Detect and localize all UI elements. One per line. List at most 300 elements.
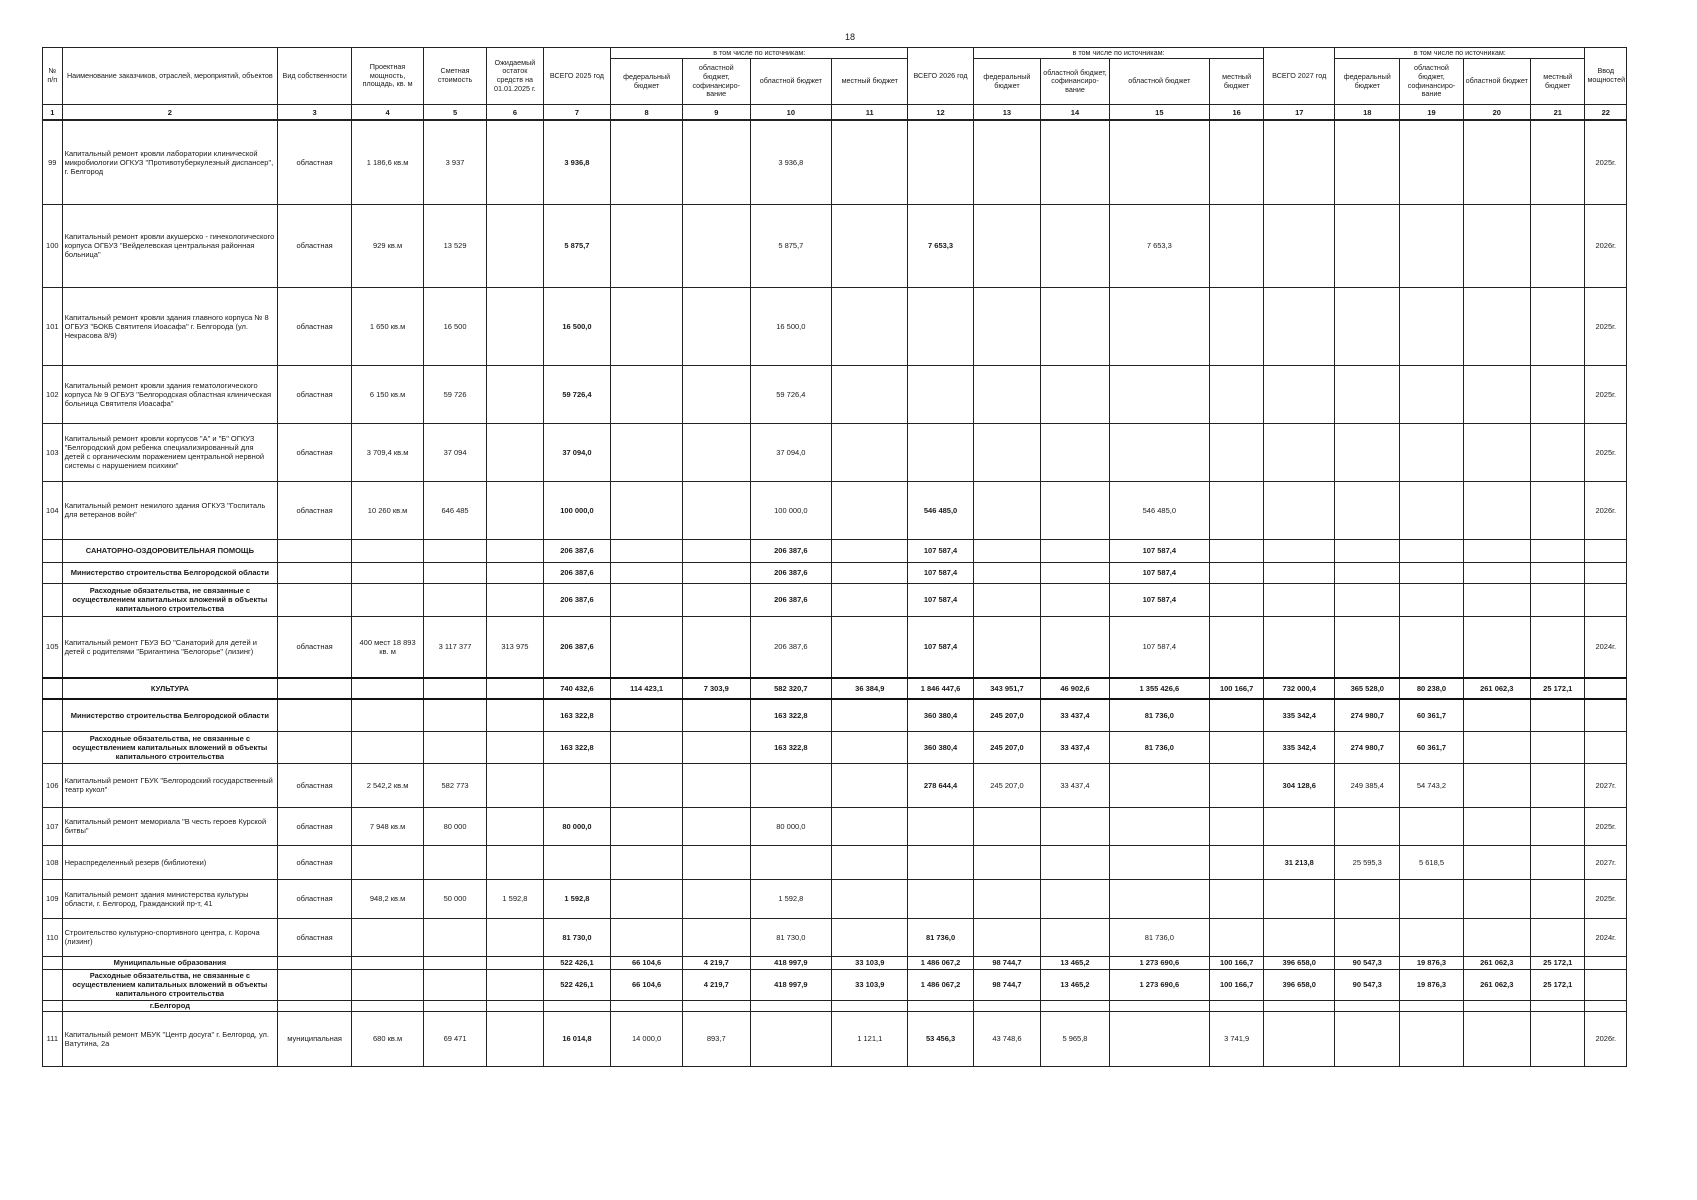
ownership-cell [278, 583, 352, 616]
ownership-cell: областная [278, 423, 352, 481]
capacity-cell [352, 918, 424, 956]
local-2025-cell [832, 287, 908, 365]
regional-2025-cell: 80 000,0 [750, 807, 832, 845]
regional-2026-cell: 1 273 690,6 [1109, 969, 1209, 1000]
total-2025-cell: 522 426,1 [543, 956, 610, 969]
cofin-2026-cell [1041, 1000, 1110, 1011]
cofin-2026-cell [1041, 423, 1110, 481]
cofin-2027-cell [1400, 879, 1463, 918]
local-2027-cell [1531, 763, 1585, 807]
cofin-2025-cell [683, 120, 750, 204]
total-2027-cell [1264, 918, 1335, 956]
balance-cell [487, 539, 544, 562]
ownership-cell [278, 678, 352, 699]
column-number: 10 [750, 105, 832, 121]
cofin-2027-cell [1400, 287, 1463, 365]
local-2025-cell [832, 807, 908, 845]
cofin-2025-cell: 893,7 [683, 1011, 750, 1066]
row-number-cell: 109 [43, 879, 63, 918]
regional-2025-cell: 5 875,7 [750, 204, 832, 287]
local-2025-cell [832, 562, 908, 583]
commissioning-cell [1585, 969, 1627, 1000]
section-row [43, 956, 1627, 969]
federal-2027-cell [1335, 879, 1400, 918]
local-2027-cell: 25 172,1 [1531, 956, 1585, 969]
cofin-2026-cell [1041, 845, 1110, 879]
local-2027-cell [1531, 423, 1585, 481]
regional-2026-cell: 107 587,4 [1109, 616, 1209, 678]
page-number: 18 [844, 32, 855, 42]
header-total-2025: ВСЕГО 2025 год [543, 48, 610, 105]
federal-2027-cell [1335, 120, 1400, 204]
header-federal-2025: федеральный бюджет [611, 59, 683, 105]
local-2027-cell [1531, 879, 1585, 918]
local-2026-cell [1209, 918, 1263, 956]
local-2026-cell: 100 166,7 [1209, 956, 1263, 969]
total-2025-cell: 81 730,0 [543, 918, 610, 956]
regional-2026-cell [1109, 423, 1209, 481]
cofin-2026-cell [1041, 616, 1110, 678]
local-2025-cell [832, 763, 908, 807]
header-sources-2026: в том числе по источникам: [973, 48, 1264, 59]
regional-2027-cell [1463, 365, 1530, 423]
total-2025-cell: 16 500,0 [543, 287, 610, 365]
column-number: 4 [352, 105, 424, 121]
balance-cell [487, 699, 544, 731]
cofin-2025-cell [683, 562, 750, 583]
regional-2027-cell [1463, 481, 1530, 539]
local-2026-cell [1209, 616, 1263, 678]
federal-2027-cell [1335, 1000, 1400, 1011]
federal-2026-cell: 245 207,0 [973, 699, 1040, 731]
row-name-cell: Капитальный ремонт кровли лаборатории клинической микробиологии ОГКУЗ "Противотуберкулезный диспансер", г. Белгород [62, 120, 278, 204]
estimate-cell: 646 485 [423, 481, 486, 539]
capacity-cell [352, 583, 424, 616]
regional-2026-cell: 1 273 690,6 [1109, 956, 1209, 969]
federal-2026-cell [973, 616, 1040, 678]
total-2025-cell: 3 936,8 [543, 120, 610, 204]
row-number-cell: 104 [43, 481, 63, 539]
capacity-cell [352, 678, 424, 699]
total-2026-cell: 546 485,0 [908, 481, 973, 539]
local-2026-cell [1209, 583, 1263, 616]
header-federal-2026: федеральный бюджет [973, 59, 1040, 105]
cofin-2025-cell [683, 763, 750, 807]
cofin-2025-cell [683, 1000, 750, 1011]
column-number: 15 [1109, 105, 1209, 121]
federal-2027-cell: 274 980,7 [1335, 731, 1400, 763]
total-2027-cell: 732 000,4 [1264, 678, 1335, 699]
regional-2026-cell [1109, 763, 1209, 807]
local-2025-cell: 33 103,9 [832, 956, 908, 969]
local-2025-cell: 1 121,1 [832, 1011, 908, 1066]
cofin-2026-cell: 13 465,2 [1041, 969, 1110, 1000]
regional-2027-cell: 261 062,3 [1463, 678, 1530, 699]
total-2027-cell [1264, 1000, 1335, 1011]
total-2026-cell [908, 1000, 973, 1011]
federal-2026-cell: 98 744,7 [973, 969, 1040, 1000]
regional-2027-cell [1463, 562, 1530, 583]
federal-2027-cell: 90 547,3 [1335, 956, 1400, 969]
federal-2026-cell [973, 562, 1040, 583]
total-2025-cell: 100 000,0 [543, 481, 610, 539]
cofin-2025-cell: 4 219,7 [683, 969, 750, 1000]
federal-2026-cell [973, 807, 1040, 845]
row-name-cell: Строительство культурно-спортивного центра, г. Короча (лизинг) [62, 918, 278, 956]
table-row [43, 481, 1627, 539]
total-2027-cell [1264, 616, 1335, 678]
table-row [43, 365, 1627, 423]
federal-2026-cell: 245 207,0 [973, 731, 1040, 763]
cofin-2025-cell [683, 481, 750, 539]
federal-2025-cell [611, 423, 683, 481]
row-number-cell: 110 [43, 918, 63, 956]
federal-2026-cell: 43 748,6 [973, 1011, 1040, 1066]
federal-2027-cell [1335, 807, 1400, 845]
balance-cell [487, 120, 544, 204]
cofin-2025-cell [683, 616, 750, 678]
local-2027-cell [1531, 845, 1585, 879]
federal-2027-cell: 90 547,3 [1335, 969, 1400, 1000]
cofin-2027-cell: 60 361,7 [1400, 699, 1463, 731]
column-number: 13 [973, 105, 1040, 121]
ownership-cell: областная [278, 481, 352, 539]
local-2025-cell [832, 699, 908, 731]
column-number: 22 [1585, 105, 1627, 121]
federal-2026-cell: 343 951,7 [973, 678, 1040, 699]
row-name-cell: Капитальный ремонт кровли корпусов "А" и "Б" ОГКУЗ "Белгородский дом ребенка специализированный для детей с органическим поражением центральной нервной системы с нарушением психики" [62, 423, 278, 481]
estimate-cell: 3 117 377 [423, 616, 486, 678]
row-name-cell: Министерство строительства Белгородской области [62, 699, 278, 731]
cofin-2026-cell [1041, 539, 1110, 562]
local-2027-cell [1531, 365, 1585, 423]
capacity-cell: 2 542,2 кв.м [352, 763, 424, 807]
regional-2025-cell: 59 726,4 [750, 365, 832, 423]
regional-2027-cell [1463, 423, 1530, 481]
regional-2026-cell: 81 736,0 [1109, 731, 1209, 763]
balance-cell [487, 481, 544, 539]
row-number-cell: 101 [43, 287, 63, 365]
estimate-cell: 16 500 [423, 287, 486, 365]
row-name-cell: Капитальный ремонт нежилого здания ОГКУЗ "Госпиталь для ветеранов войн" [62, 481, 278, 539]
federal-2027-cell: 25 595,3 [1335, 845, 1400, 879]
cofin-2027-cell [1400, 616, 1463, 678]
balance-cell [487, 423, 544, 481]
local-2025-cell [832, 1000, 908, 1011]
cofin-2025-cell: 4 219,7 [683, 956, 750, 969]
federal-2026-cell [973, 365, 1040, 423]
cofin-2027-cell: 60 361,7 [1400, 731, 1463, 763]
regional-2026-cell [1109, 807, 1209, 845]
ownership-cell [278, 969, 352, 1000]
column-number: 18 [1335, 105, 1400, 121]
federal-2025-cell [611, 481, 683, 539]
federal-2027-cell [1335, 918, 1400, 956]
cofin-2026-cell: 33 437,4 [1041, 699, 1110, 731]
local-2026-cell [1209, 845, 1263, 879]
section-row [43, 562, 1627, 583]
cofin-2026-cell [1041, 287, 1110, 365]
total-2027-cell [1264, 423, 1335, 481]
commissioning-cell: 2026г. [1585, 481, 1627, 539]
ownership-cell: областная [278, 287, 352, 365]
capacity-cell: 3 709,4 кв.м [352, 423, 424, 481]
cofin-2025-cell [683, 539, 750, 562]
total-2026-cell: 1 846 447,6 [908, 678, 973, 699]
row-number-cell: 100 [43, 204, 63, 287]
local-2025-cell [832, 423, 908, 481]
header-estimate: Сметная стоимость [423, 48, 486, 105]
total-2025-cell: 206 387,6 [543, 562, 610, 583]
regional-2025-cell: 1 592,8 [750, 879, 832, 918]
commissioning-cell [1585, 956, 1627, 969]
total-2026-cell: 107 587,4 [908, 539, 973, 562]
regional-2027-cell [1463, 204, 1530, 287]
section-row [43, 699, 1627, 731]
federal-2025-cell: 66 104,6 [611, 969, 683, 1000]
federal-2025-cell: 114 423,1 [611, 678, 683, 699]
cofin-2027-cell [1400, 583, 1463, 616]
estimate-cell [423, 956, 486, 969]
column-number: 17 [1264, 105, 1335, 121]
column-number: 21 [1531, 105, 1585, 121]
funding-table [42, 47, 1627, 1067]
total-2027-cell [1264, 539, 1335, 562]
regional-2025-cell [750, 845, 832, 879]
section-row [43, 731, 1627, 763]
federal-2025-cell [611, 845, 683, 879]
local-2027-cell [1531, 562, 1585, 583]
total-2027-cell [1264, 287, 1335, 365]
regional-2025-cell: 418 997,9 [750, 956, 832, 969]
regional-2025-cell: 163 322,8 [750, 731, 832, 763]
regional-2026-cell [1109, 1000, 1209, 1011]
commissioning-cell: 2025г. [1585, 365, 1627, 423]
commissioning-cell: 2027г. [1585, 845, 1627, 879]
local-2027-cell [1531, 731, 1585, 763]
header-balance: Ожидаемый остаток средств на 01.01.2025 г. [487, 48, 544, 105]
regional-2026-cell [1109, 1011, 1209, 1066]
regional-2026-cell [1109, 120, 1209, 204]
federal-2027-cell: 274 980,7 [1335, 699, 1400, 731]
total-2027-cell [1264, 807, 1335, 845]
ownership-cell [278, 539, 352, 562]
column-number: 14 [1041, 105, 1110, 121]
total-2026-cell [908, 287, 973, 365]
balance-cell [487, 956, 544, 969]
header-total-2026: ВСЕГО 2026 год [908, 48, 973, 105]
commissioning-cell: 2025г. [1585, 879, 1627, 918]
cofin-2027-cell: 19 876,3 [1400, 969, 1463, 1000]
row-number-cell: 108 [43, 845, 63, 879]
row-number-cell [43, 562, 63, 583]
row-name-cell: Капитальный ремонт здания министерства культуры области, г. Белгород, Гражданский пр-т, 41 [62, 879, 278, 918]
federal-2025-cell [611, 365, 683, 423]
regional-2027-cell: 261 062,3 [1463, 956, 1530, 969]
capacity-cell: 1 650 кв.м [352, 287, 424, 365]
regional-2026-cell: 546 485,0 [1109, 481, 1209, 539]
balance-cell [487, 731, 544, 763]
column-number: 8 [611, 105, 683, 121]
row-number-cell [43, 699, 63, 731]
balance-cell: 313 975 [487, 616, 544, 678]
cofin-2027-cell [1400, 1011, 1463, 1066]
regional-2025-cell: 418 997,9 [750, 969, 832, 1000]
column-number: 6 [487, 105, 544, 121]
local-2027-cell [1531, 539, 1585, 562]
local-2025-cell [832, 845, 908, 879]
local-2027-cell [1531, 616, 1585, 678]
ownership-cell: муниципальная [278, 1011, 352, 1066]
local-2026-cell [1209, 365, 1263, 423]
regional-2025-cell: 206 387,6 [750, 562, 832, 583]
balance-cell [487, 845, 544, 879]
regional-2026-cell: 107 587,4 [1109, 539, 1209, 562]
regional-2026-cell [1109, 287, 1209, 365]
header-num: № п/п [43, 48, 63, 105]
commissioning-cell [1585, 1000, 1627, 1011]
federal-2027-cell [1335, 583, 1400, 616]
total-2027-cell [1264, 120, 1335, 204]
header-cofin-2025: областной бюджет, софинансиро-вание [683, 59, 750, 105]
balance-cell [487, 287, 544, 365]
balance-cell [487, 204, 544, 287]
ownership-cell: областная [278, 120, 352, 204]
table-body [43, 120, 1627, 1066]
header-sources-2027: в том числе по источникам: [1335, 48, 1585, 59]
row-number-cell [43, 678, 63, 699]
total-2026-cell: 107 587,4 [908, 583, 973, 616]
row-name-cell: Капитальный ремонт МБУК "Центр досуга" г. Белгород, ул. Ватутина, 2а [62, 1011, 278, 1066]
header-cofin-2027: областной бюджет, софинансиро-вание [1400, 59, 1463, 105]
federal-2025-cell [611, 583, 683, 616]
header-local-2027: местный бюджет [1531, 59, 1585, 105]
commissioning-cell [1585, 583, 1627, 616]
federal-2025-cell [611, 699, 683, 731]
column-number: 19 [1400, 105, 1463, 121]
regional-2027-cell [1463, 763, 1530, 807]
ownership-cell: областная [278, 807, 352, 845]
ownership-cell: областная [278, 616, 352, 678]
local-2026-cell [1209, 120, 1263, 204]
total-2025-cell: 163 322,8 [543, 731, 610, 763]
estimate-cell: 69 471 [423, 1011, 486, 1066]
federal-2025-cell [611, 120, 683, 204]
commissioning-cell: 2026г. [1585, 204, 1627, 287]
cofin-2026-cell [1041, 879, 1110, 918]
capacity-cell: 948,2 кв.м [352, 879, 424, 918]
federal-2027-cell [1335, 204, 1400, 287]
total-2027-cell [1264, 562, 1335, 583]
total-2026-cell [908, 879, 973, 918]
total-2026-cell: 107 587,4 [908, 616, 973, 678]
header-sources-2025: в том числе по источникам: [611, 48, 908, 59]
header-federal-2027: федеральный бюджет [1335, 59, 1400, 105]
federal-2027-cell: 249 385,4 [1335, 763, 1400, 807]
capacity-cell [352, 1000, 424, 1011]
local-2025-cell [832, 539, 908, 562]
federal-2025-cell [611, 763, 683, 807]
row-number-cell: 107 [43, 807, 63, 845]
regional-2025-cell: 100 000,0 [750, 481, 832, 539]
federal-2025-cell [611, 731, 683, 763]
cofin-2027-cell [1400, 807, 1463, 845]
regional-2027-cell [1463, 583, 1530, 616]
regional-2027-cell [1463, 616, 1530, 678]
table-row [43, 807, 1627, 845]
table-row [43, 287, 1627, 365]
cofin-2027-cell [1400, 918, 1463, 956]
estimate-cell [423, 918, 486, 956]
cofin-2025-cell [683, 365, 750, 423]
local-2025-cell [832, 731, 908, 763]
federal-2026-cell [973, 845, 1040, 879]
cofin-2025-cell [683, 287, 750, 365]
balance-cell [487, 1011, 544, 1066]
capacity-cell [352, 845, 424, 879]
capacity-cell: 680 кв.м [352, 1011, 424, 1066]
estimate-cell [423, 539, 486, 562]
estimate-cell: 582 773 [423, 763, 486, 807]
local-2026-cell [1209, 539, 1263, 562]
regional-2026-cell [1109, 365, 1209, 423]
balance-cell [487, 807, 544, 845]
header-regional-2027: областной бюджет [1463, 59, 1530, 105]
ownership-cell [278, 956, 352, 969]
local-2025-cell [832, 481, 908, 539]
total-2025-cell: 206 387,6 [543, 539, 610, 562]
local-2026-cell [1209, 204, 1263, 287]
federal-2026-cell [973, 481, 1040, 539]
regional-2027-cell [1463, 1000, 1530, 1011]
local-2027-cell [1531, 204, 1585, 287]
local-2027-cell: 25 172,1 [1531, 678, 1585, 699]
regional-2027-cell [1463, 539, 1530, 562]
ownership-cell [278, 731, 352, 763]
ownership-cell: областная [278, 918, 352, 956]
row-number-cell [43, 539, 63, 562]
row-name-cell: Расходные обязательства, не связанные с осуществлением капитальных вложений в объекты капитального строительства [62, 969, 278, 1000]
section-row [43, 583, 1627, 616]
commissioning-cell [1585, 678, 1627, 699]
commissioning-cell: 2024г. [1585, 918, 1627, 956]
balance-cell [487, 1000, 544, 1011]
row-name-cell: Капитальный ремонт кровли здания главного корпуса № 8 ОГБУЗ "БОКБ Святителя Иоасафа" г. Белгорода (ул. Некрасова 8/9) [62, 287, 278, 365]
capacity-cell: 10 260 кв.м [352, 481, 424, 539]
regional-2026-cell: 81 736,0 [1109, 918, 1209, 956]
column-number: 1 [43, 105, 63, 121]
row-name-cell: Капитальный ремонт мемориала "В честь героев Курской битвы" [62, 807, 278, 845]
row-name-cell: г.Белгород [62, 1000, 278, 1011]
ownership-cell [278, 699, 352, 731]
header-commissioning: Ввод мощностей [1585, 48, 1627, 105]
cofin-2025-cell [683, 423, 750, 481]
local-2026-cell [1209, 879, 1263, 918]
row-number-cell: 99 [43, 120, 63, 204]
total-2025-cell [543, 1000, 610, 1011]
capacity-cell: 7 948 кв.м [352, 807, 424, 845]
ownership-cell: областная [278, 845, 352, 879]
total-2026-cell [908, 120, 973, 204]
cofin-2026-cell: 33 437,4 [1041, 731, 1110, 763]
regional-2027-cell: 261 062,3 [1463, 969, 1530, 1000]
cofin-2026-cell: 13 465,2 [1041, 956, 1110, 969]
commissioning-cell: 2026г. [1585, 1011, 1627, 1066]
ownership-cell: областная [278, 365, 352, 423]
row-name-cell: КУЛЬТУРА [62, 678, 278, 699]
table-row [43, 918, 1627, 956]
row-number-cell [43, 956, 63, 969]
